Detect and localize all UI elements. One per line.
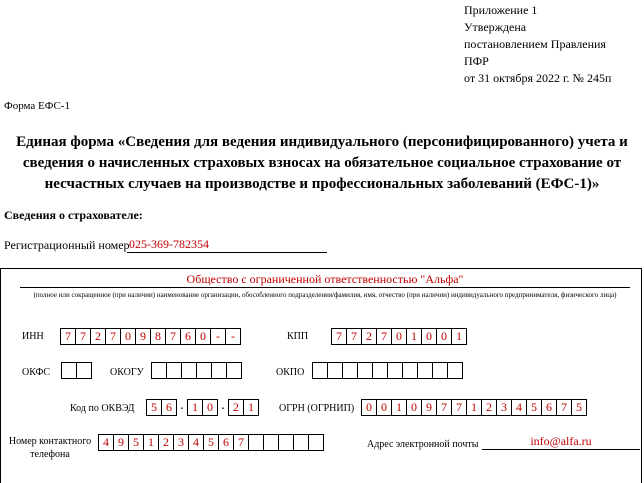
okved-group <box>146 399 177 416</box>
digit-cell: 7 <box>451 399 467 416</box>
insurer-heading: Сведения о страхователе: <box>4 208 143 222</box>
kpp-field[interactable] <box>331 328 467 345</box>
digit-cell <box>151 362 167 379</box>
digit-cell: 2 <box>228 399 244 416</box>
approval-line: Приложение 1 <box>464 3 538 17</box>
digit-cell: 2 <box>90 328 106 345</box>
digit-cell: 5 <box>526 399 542 416</box>
title-line: несчастных случаев на производстве и профессиональных заболеваний (ЕФС-1)» <box>44 176 600 192</box>
digit-cell: 5 <box>571 399 587 416</box>
form-name: Форма ЕФС-1 <box>4 100 70 112</box>
digit-cell: 0 <box>376 399 392 416</box>
digit-cell: 9 <box>113 434 129 451</box>
digit-cell: 1 <box>406 328 422 345</box>
okved-separator-dot: . <box>180 398 184 413</box>
digit-cell: 1 <box>187 399 203 416</box>
digit-cell: 0 <box>120 328 136 345</box>
digit-cell <box>372 362 388 379</box>
digit-cell: 6 <box>541 399 557 416</box>
kpp-label: КПП <box>287 331 309 342</box>
digit-cell <box>61 362 77 379</box>
digit-cell: - <box>225 328 241 345</box>
approval-line: от 31 октября 2022 г. № 245п <box>464 71 612 85</box>
phone-field[interactable] <box>98 434 324 451</box>
title-line: Единая форма «Сведения для ведения индивидуального (персонифицированного) учета и <box>16 134 628 150</box>
digit-cell: 0 <box>202 399 218 416</box>
digit-cell: 7 <box>346 328 362 345</box>
ogrn-field[interactable] <box>361 399 587 416</box>
digit-cell: 7 <box>556 399 572 416</box>
digit-cell: 7 <box>75 328 91 345</box>
digit-cell: 9 <box>135 328 151 345</box>
okved-field[interactable] <box>146 399 259 416</box>
digit-cell: 0 <box>195 328 211 345</box>
digit-cell: 7 <box>376 328 392 345</box>
digit-cell: 7 <box>105 328 121 345</box>
digit-cell: 0 <box>361 399 377 416</box>
okpo-label: ОКПО <box>276 367 305 378</box>
digit-cell <box>181 362 197 379</box>
digit-cell: 4 <box>188 434 204 451</box>
digit-cell: 4 <box>511 399 527 416</box>
okogu-field[interactable] <box>151 362 242 379</box>
digit-cell: 1 <box>243 399 259 416</box>
digit-cell <box>417 362 433 379</box>
digit-cell: 5 <box>203 434 219 451</box>
document-title <box>0 132 644 195</box>
digit-cell <box>312 362 328 379</box>
digit-cell <box>76 362 92 379</box>
digit-cell: 5 <box>146 399 162 416</box>
okogu-label: ОКОГУ <box>110 367 144 378</box>
registration-label: Регистрационный номер <box>4 238 130 252</box>
approval-line: постановлением Правления <box>464 37 606 51</box>
digit-cell: 0 <box>406 399 422 416</box>
digit-cell: 1 <box>466 399 482 416</box>
phone-label <box>8 435 92 461</box>
digit-cell <box>387 362 403 379</box>
digit-cell: 7 <box>60 328 76 345</box>
approval-block <box>464 2 611 87</box>
okved-label: Код по ОКВЭД <box>70 403 135 414</box>
digit-cell: 6 <box>161 399 177 416</box>
okfs-field[interactable] <box>61 362 92 379</box>
inn-label: ИНН <box>22 331 44 342</box>
digit-cell <box>447 362 463 379</box>
digit-cell: 7 <box>436 399 452 416</box>
digit-cell: 1 <box>391 399 407 416</box>
digit-cell: 2 <box>361 328 377 345</box>
approval-line: ПФР <box>464 54 489 68</box>
digit-cell <box>308 434 324 451</box>
okpo-field[interactable] <box>312 362 463 379</box>
okfs-label: ОКФС <box>22 367 51 378</box>
ogrn-label: ОГРН (ОГРНИП) <box>279 403 355 414</box>
organization-name-hint: (полное или сокращенное (при наличии) наименование организации, обособленного подразделения/фамилия, имя, отчество (при наличии) индивидуального предпринимателя, физического лица) <box>33 291 617 299</box>
digit-cell: 7 <box>233 434 249 451</box>
digit-cell: 7 <box>165 328 181 345</box>
email-field[interactable]: info@alfa.ru <box>482 433 640 450</box>
digit-cell <box>211 362 227 379</box>
email-label: Адрес электронной почты <box>367 439 479 450</box>
digit-cell: 2 <box>158 434 174 451</box>
digit-cell: 3 <box>496 399 512 416</box>
phone-label-line: телефона <box>30 449 70 460</box>
digit-cell <box>402 362 418 379</box>
digit-cell: 9 <box>421 399 437 416</box>
digit-cell: 4 <box>98 434 114 451</box>
digit-cell: 0 <box>391 328 407 345</box>
digit-cell <box>196 362 212 379</box>
digit-cell: 8 <box>150 328 166 345</box>
digit-cell: 5 <box>128 434 144 451</box>
digit-cell: - <box>210 328 226 345</box>
digit-cell: 3 <box>173 434 189 451</box>
digit-cell <box>432 362 448 379</box>
digit-cell: 2 <box>481 399 497 416</box>
digit-cell: 1 <box>451 328 467 345</box>
digit-cell <box>342 362 358 379</box>
digit-cell: 0 <box>436 328 452 345</box>
digit-cell <box>357 362 373 379</box>
organization-name-field[interactable]: Общество с ограниченной ответственностью "Альфа" <box>20 272 630 288</box>
digit-cell: 0 <box>421 328 437 345</box>
okved-separator-dot: . <box>221 398 225 413</box>
digit-cell <box>248 434 264 451</box>
digit-cell <box>327 362 343 379</box>
digit-cell <box>263 434 279 451</box>
okved-group <box>187 399 218 416</box>
digit-cell <box>166 362 182 379</box>
registration-number-field[interactable]: 025-369-782354 <box>127 236 327 253</box>
digit-cell: 7 <box>331 328 347 345</box>
digit-cell <box>293 434 309 451</box>
title-line: сведения о начисленных страховых взносах на обязательное социальное страхование от <box>22 155 622 171</box>
digit-cell: 1 <box>143 434 159 451</box>
okved-group <box>228 399 259 416</box>
phone-label-line: Номер контактного <box>8 436 92 447</box>
digit-cell: 6 <box>180 328 196 345</box>
inn-field[interactable] <box>60 328 241 345</box>
digit-cell: 6 <box>218 434 234 451</box>
digit-cell <box>226 362 242 379</box>
digit-cell <box>278 434 294 451</box>
approval-line: Утверждена <box>464 20 527 34</box>
